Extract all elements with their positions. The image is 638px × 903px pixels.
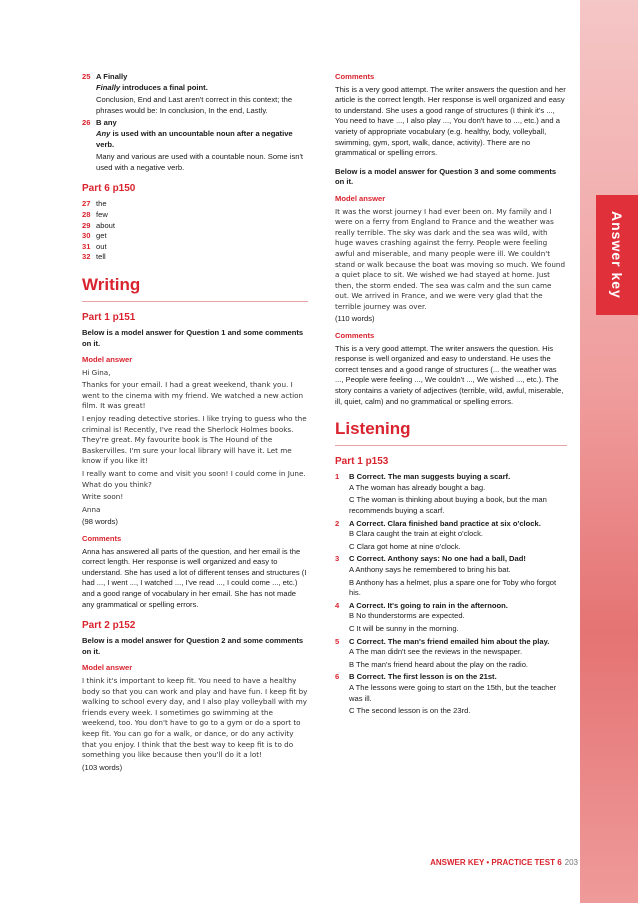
left-column xyxy=(82,72,308,775)
model-answer-heading: Model answer xyxy=(82,663,133,673)
answer-number: 28 xyxy=(82,209,91,219)
answer-26 xyxy=(82,118,308,129)
distractor-explanation: A The man didn't see the reviews in the newspaper. xyxy=(349,647,523,657)
intro-text: Below is a model answer for Question 1 and some comments on it. xyxy=(82,327,304,348)
answer-text: C Correct. Anthony says: No one had a ball, Dad! xyxy=(349,554,526,564)
answer-number: 3 xyxy=(335,554,340,564)
part6-answer-list xyxy=(82,199,308,263)
answer-text: few xyxy=(96,209,108,219)
answer-item xyxy=(82,210,308,221)
answer-item xyxy=(82,221,308,232)
distractor-explanation: A Anthony says he remembered to bring his bat. xyxy=(349,564,511,574)
answer-number: 6 xyxy=(335,672,340,682)
explanation: Conclusion, End and Last aren't correct in this context; the phrases would be: In conclusion, In the end, Lastly. xyxy=(96,95,293,115)
answer-key-tab-label: Answer key xyxy=(609,211,625,299)
distractor-explanation: C Clara got home at nine o'clock. xyxy=(349,541,461,551)
distractor-explanation: A The lessons were going to start on the 15th, but the teacher was ill. xyxy=(349,682,557,703)
page-number: 203 xyxy=(564,858,578,867)
part-heading: Part 1 p151 xyxy=(82,311,136,323)
part-heading: Part 1 p153 xyxy=(335,456,389,468)
listening-answer-list xyxy=(335,472,567,716)
answer-text: tell xyxy=(96,252,106,262)
listening-item xyxy=(335,554,567,565)
section-heading-writing: Writing xyxy=(82,274,141,294)
model-answer-line: I really want to come and visit you soon! I could come in June. What do you think? xyxy=(82,469,306,489)
divider xyxy=(82,301,308,302)
answer-key-tab xyxy=(596,195,638,315)
listening-item xyxy=(335,601,567,612)
answer-text: C Correct. The man's friend emailed him about the play. xyxy=(349,636,550,646)
explanation: Many and various are used with a countable noun. Some isn't used with a negative verb. xyxy=(96,152,304,172)
listening-item xyxy=(335,672,567,683)
explanation: Any is used with an uncountable noun after a negative verb. xyxy=(96,128,293,149)
model-answer-line: I enjoy reading detective stories. I like trying to guess who the criminal is! Recently, I've read the Sherlock Holmes books. They're great. My favourite book is The Hound of the Baskervilles. I'm sure your local library will have it. Let me know if you like it! xyxy=(82,414,307,466)
model-answer-line: Write soon! xyxy=(82,492,124,502)
comments-text: Anna has answered all parts of the question, and her email is the correct length. Her response is well organized and easy to understand. She has used a lot of different tenses and structures (I had ..., I went ..., I watched ..., I've read ..., I could come ..., etc.) and a good range of vocabulary in her email. She has not made any grammatical or spelling errors. xyxy=(82,546,307,609)
distractor-explanation: C The second lesson is on the 23rd. xyxy=(349,706,471,716)
word-count: (103 words) xyxy=(82,762,123,772)
model-answer-text: It was the worst journey I had ever been on. My family and I were on a ferry from England to France and the weather was really terrible. The sky was dark and the sea was wild, with huge waves crashing against the ferry. People were feeling awful and miserable, and many people were ill. We couldn't stand or walk because the boat was moving so much. We found a quiet place to sit. We wished we had stayed at home. Just then, the storm ended. The sea was calm and the sun came out. We arrived in France, and we were very glad that the terrible journey was over. xyxy=(335,206,566,311)
comments-heading: Comments xyxy=(82,534,122,543)
answer-item xyxy=(82,252,308,263)
model-answer-line: Anna xyxy=(82,504,101,514)
distractor-explanation: B No thunderstorms are expected. xyxy=(349,611,465,621)
listening-item xyxy=(335,637,567,648)
answer-text: out xyxy=(96,241,107,251)
model-answer-heading: Model answer xyxy=(82,355,133,365)
distractor-explanation: B The man's friend heard about the play on the radio. xyxy=(349,659,529,669)
answer-number: 31 xyxy=(82,241,91,251)
answer-text: A Finally xyxy=(96,72,128,81)
answer-text: B Correct. The man suggests buying a scarf. xyxy=(349,472,511,482)
model-answer-text: I think it's important to keep fit. You need to have a healthy body so that you can work and play and have fun. I keep fit by walking to school every day, and I also play volleyball with my friends every week. I sometimes go swimming at the weekend, too. You don't have to go to a gym or do a sport to keep fit. You can go for a walk, or dance, or do any activity that you enjoy. I think that the best way to keep fit is to do something you like because then you'll do it a lot! xyxy=(82,675,308,760)
answer-number: 29 xyxy=(82,220,91,230)
page-footer xyxy=(430,858,578,867)
answer-number: 1 xyxy=(335,472,340,482)
intro-text: Below is a model answer for Question 3 and some comments on it. xyxy=(335,166,557,187)
part-heading: Part 2 p152 xyxy=(82,620,136,632)
answer-number: 30 xyxy=(82,231,91,241)
answer-number: 25 xyxy=(82,72,91,81)
answer-item xyxy=(82,199,308,210)
answer-number: 2 xyxy=(335,518,340,528)
answer-number: 4 xyxy=(335,600,340,610)
right-column xyxy=(335,72,567,719)
answer-number: 26 xyxy=(82,118,91,128)
part-heading: Part 6 p150 xyxy=(82,183,136,195)
model-answer-line: Thanks for your email. I had a great weekend, thank you. I went to the cinema with my friend. We watched a new action film. It was great! xyxy=(82,380,304,411)
model-answer-text xyxy=(82,368,308,516)
section-heading-listening: Listening xyxy=(335,419,411,439)
answer-text: A Correct. Clara finished band practice at six o'clock. xyxy=(349,518,541,528)
answer-number: 27 xyxy=(82,199,91,209)
distractor-explanation: B Clara caught the train at eight o'clock. xyxy=(349,529,483,539)
model-answer-heading: Model answer xyxy=(335,193,386,203)
answer-number: 32 xyxy=(82,252,91,262)
explanation: Finally introduces a final point. xyxy=(96,82,208,92)
answer-text: A Correct. It's going to rain in the afternoon. xyxy=(349,600,508,610)
answer-text: get xyxy=(96,231,107,241)
answer-number: 5 xyxy=(335,636,340,646)
answer-25 xyxy=(82,72,308,83)
divider xyxy=(335,445,567,446)
answer-item xyxy=(82,242,308,253)
comments-heading: Comments xyxy=(335,72,375,81)
comments-text: This is a very good attempt. The writer answers the question and her article is the correct length. Her response is well organized and easy to understand. She uses a good range of structures (I think it's ..., You need to have ..., I also play ..., You don't have to ..., etc.) and a variety of appropriate vocabulary (e.g. healthy, body, volleyball, swimming, gym, sport, walk, dance, activity). There are no grammatical or spelling errors. xyxy=(335,84,566,158)
comments-heading: Comments xyxy=(335,331,375,341)
word-count: (110 words) xyxy=(335,314,375,324)
answer-text: about xyxy=(96,220,116,230)
intro-text: Below is a model answer for Question 2 and some comments on it. xyxy=(82,636,304,656)
answer-item xyxy=(82,231,308,242)
answer-text: B Correct. The first lesson is on the 21st. xyxy=(349,672,497,682)
word-count: (98 words) xyxy=(82,517,118,527)
distractor-explanation: A The woman has already bought a bag. xyxy=(349,482,486,492)
distractor-explanation: B Anthony has a helmet, plus a spare one for Toby who forgot his. xyxy=(349,577,557,598)
listening-item xyxy=(335,519,567,530)
decorative-side-band xyxy=(580,0,638,903)
model-answer-line: Hi Gina, xyxy=(82,367,111,377)
listening-item xyxy=(335,472,567,483)
comments-text: This is a very good attempt. The writer answers the question. His response is well organized and easy to understand. He uses the correct tenses and a good range of structures (... the weather was ..., People were feeling ..., We couldn't ..., We wished ..., etc.). The story contains a variety of adjectives (terrible, wild, awful, miserable, ill, quiet, calm) and no grammatical or spelling errors. xyxy=(335,343,564,406)
answer-text: the xyxy=(96,199,107,209)
answer-text: B any xyxy=(96,118,117,128)
distractor-explanation: C It will be sunny in the morning. xyxy=(349,623,459,633)
footer-label: ANSWER KEY • PRACTICE TEST 6 xyxy=(430,858,562,867)
distractor-explanation: C The woman is thinking about buying a book, but the man recommends buying a scarf. xyxy=(349,495,547,515)
